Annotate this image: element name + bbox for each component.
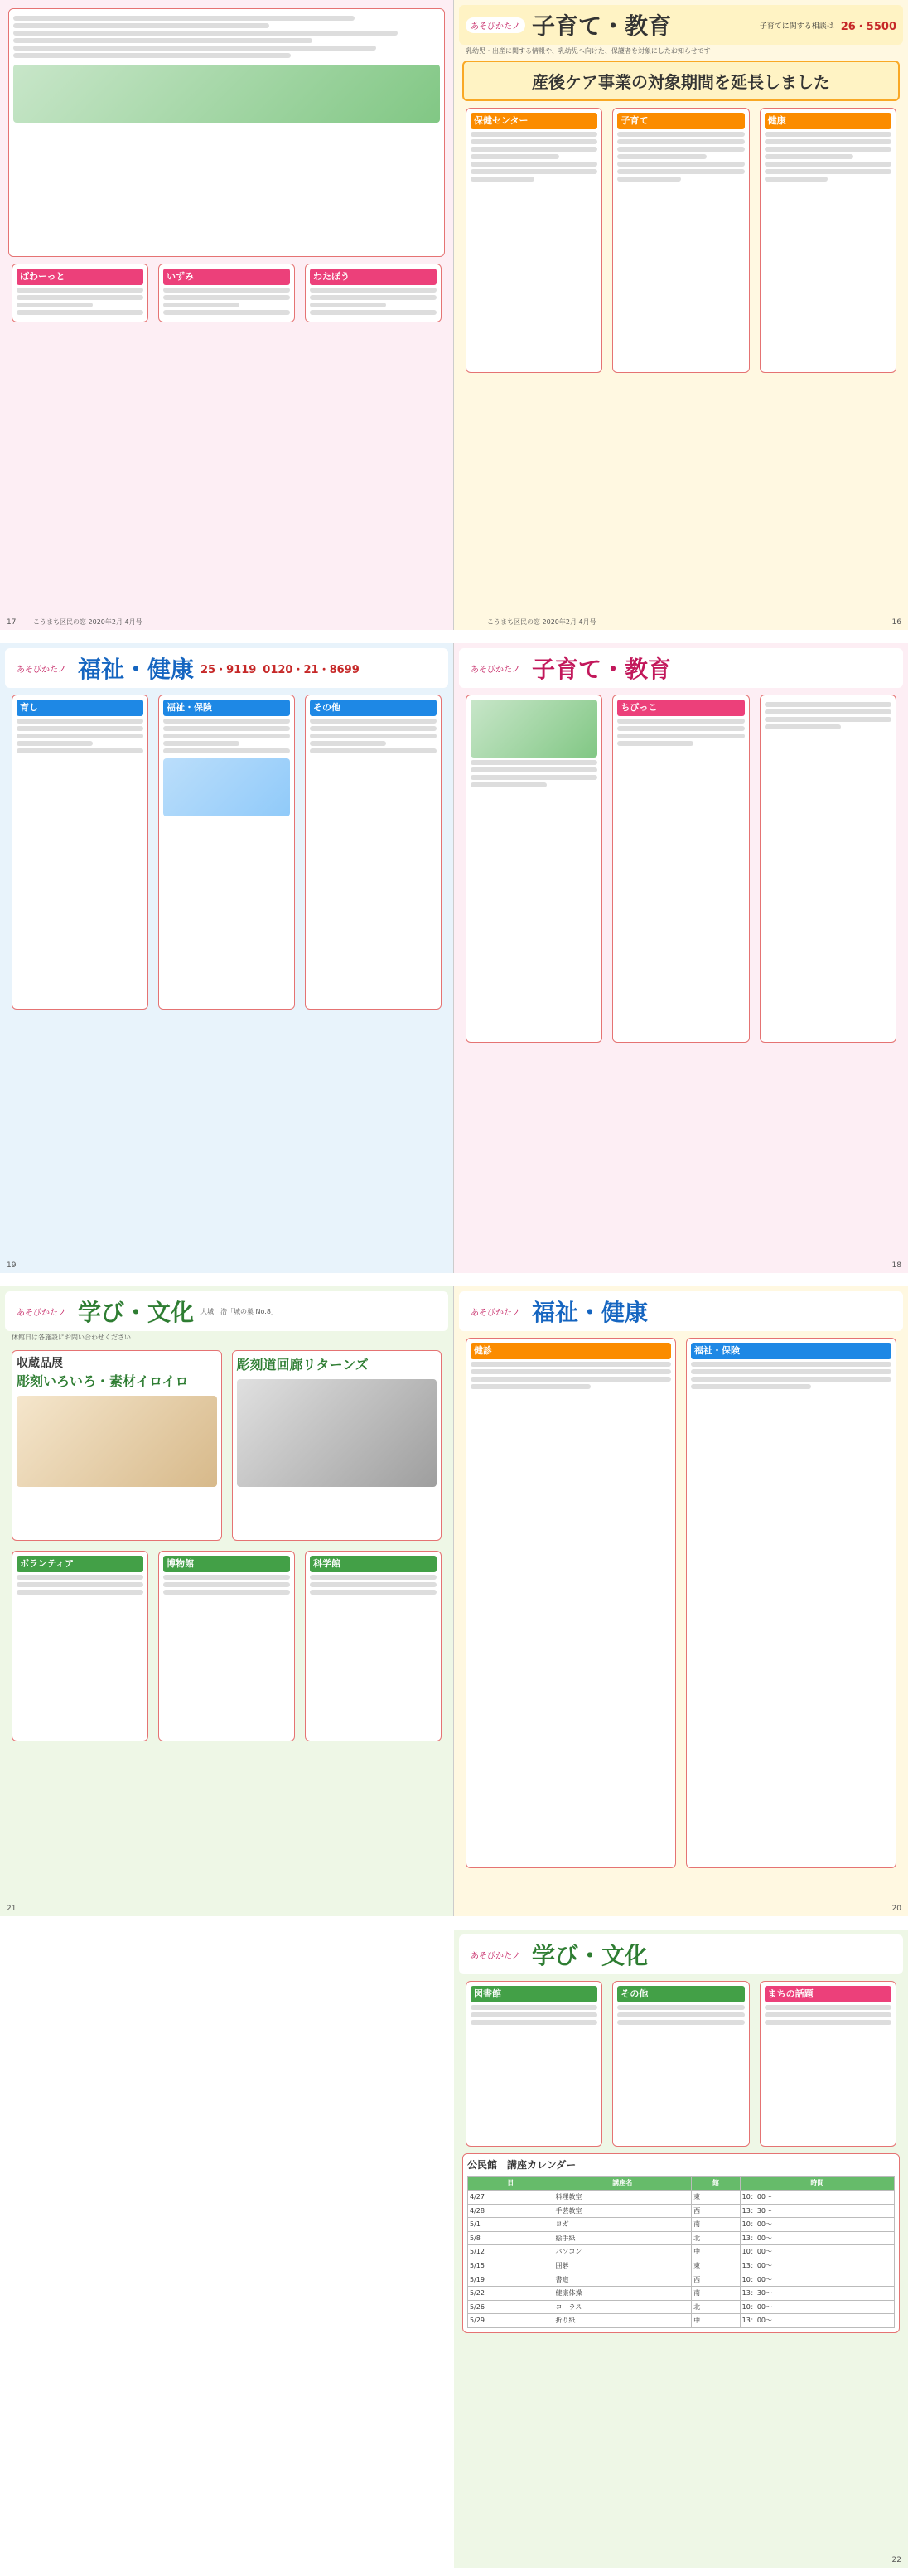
panel-science [305,1551,442,1741]
calendar-cell: 5/1 [468,2218,553,2232]
panel-museum [158,1551,295,1741]
calendar-cell: 10：00〜 [740,2190,894,2204]
panel-title: 博物館 [163,1556,290,1572]
calendar-cell: 13：00〜 [740,2314,894,2328]
header-tag: あそびかたノ [466,1947,525,1963]
contact-label: 子育てに関する相談は [759,22,834,31]
calendar-cell: 10：00〜 [740,2218,894,2232]
calendar-cell: 13：00〜 [740,2231,894,2245]
section-header [459,648,903,688]
panel-title: 子育て [617,113,744,129]
contact-phone: 26・5500 [840,20,896,33]
page-number: 18 [891,1261,901,1270]
section-header [459,1934,903,1974]
sculpture-photo [237,1379,437,1487]
page-19 [0,643,454,1273]
panel-kids-1 [466,695,602,1043]
calendar-row [468,2204,895,2218]
panel-title: 福祉・保険 [163,700,290,716]
panel-health-1 [466,1338,676,1868]
panel-title: 保健センター [471,113,597,129]
calendar-cell: 13：30〜 [740,2287,894,2301]
spread-4 [0,1930,908,2568]
header-tag: あそびかたノ [466,661,525,676]
panel-health-2 [686,1338,896,1868]
page-20 [454,1286,908,1916]
calendar-cell: 5/19 [468,2273,553,2287]
panel-title: 健康 [765,113,891,129]
calendar-header-cell: 館 [692,2177,741,2191]
header-tag: あそびかたノ [12,1304,71,1319]
header-subtitle: 休館日は各施設にお問い合わせください [12,1334,131,1341]
calendar-cell: 4/28 [468,2204,553,2218]
calendar-cell: 囲碁 [553,2259,692,2273]
header-tag: あそびかたノ [466,17,525,33]
calendar-row [468,2273,895,2287]
calendar-cell: 5/22 [468,2287,553,2301]
sculpture-photo [17,1396,217,1487]
panel-title: その他 [310,700,437,716]
calendar-cell: 健康体操 [553,2287,692,2301]
panel-other [612,1981,749,2147]
panel-health-center [466,108,602,373]
artwork-title: 大城 浩「城の巣 No.8」 [200,1307,278,1315]
calendar-table [467,2176,895,2328]
elderly-photo [163,758,290,816]
calendar-header-cell: 時間 [740,2177,894,2191]
page-number: 17 [7,618,17,627]
calendar-row [468,2218,895,2232]
calendar-cell: 書道 [553,2273,692,2287]
panel-izumi [158,264,295,322]
calendar-cell: 絵手紙 [553,2231,692,2245]
calendar-cell: 10：00〜 [740,2245,894,2259]
page-number: 21 [7,1905,17,1913]
calendar-cell: 中 [692,2245,741,2259]
panel-title: 福祉・保険 [691,1343,891,1359]
panel-title: 科学館 [310,1556,437,1572]
exhibit-subtitle: 彫刻いろいろ・素材イロイロ [17,1373,189,1390]
kids-photo [13,65,440,123]
section-header [5,1291,448,1331]
calendar-cell: 5/12 [468,2245,553,2259]
calendar-header-cell: 講座名 [553,2177,692,2191]
panel-kids-2 [612,695,749,1043]
calendar-row [468,2287,895,2301]
panel-title: 健診 [471,1343,671,1359]
calendar-header-cell: 日 [468,2177,553,2191]
panel-title: わたぼう [310,269,437,285]
calendar-cell: ヨガ [553,2218,692,2232]
calendar-cell: 東 [692,2190,741,2204]
calendar-row [468,2231,895,2245]
header-title: 子育て・教育 [532,656,672,683]
panel-library [466,1981,602,2147]
calendar-cell: 東 [692,2259,741,2273]
page-18 [454,643,908,1273]
calendar-cell: 北 [692,2231,741,2245]
panel-title: 図書館 [471,1986,597,2002]
calendar-cell: 南 [692,2287,741,2301]
panel-pawatto [12,264,148,322]
phone-1: 25・9119 [200,663,257,676]
calendar-row [468,2259,895,2273]
panel-title: ちびっこ [617,700,744,716]
spread-2 [0,643,908,1273]
panel-exhibit-2 [232,1350,442,1541]
footer-left: こうまち区民の窓 2020年2月 4月号 [33,618,142,626]
calendar-cell: 13：30〜 [740,2204,894,2218]
course-calendar [462,2153,900,2333]
event-photo [471,700,597,758]
calendar-cell: 5/29 [468,2314,553,2328]
calendar-header-row [468,2177,895,2191]
calendar-cell: 南 [692,2218,741,2232]
calendar-cell: 北 [692,2300,741,2314]
page-21 [0,1286,454,1916]
exhibit-title: 収蔵品展 [17,1357,63,1370]
page-number: 22 [891,2556,901,2564]
panel-welfare-2 [158,695,295,1010]
page-16 [454,0,908,630]
header-title: 福祉・健康 [78,656,195,683]
calendar-cell: 4/27 [468,2190,553,2204]
header-tag: あそびかたノ [12,661,71,676]
calendar-cell: 西 [692,2273,741,2287]
header-title: 学び・文化 [78,1299,195,1326]
header-title: 学び・文化 [532,1942,649,1969]
calendar-cell: 手芸教室 [553,2204,692,2218]
calendar-row [468,2300,895,2314]
calendar-cell: 料理教室 [553,2190,692,2204]
calendar-cell: 10：00〜 [740,2300,894,2314]
panel-title: ボランティア [17,1556,143,1572]
calendar-cell: 5/15 [468,2259,553,2273]
section-header [459,5,903,45]
calendar-cell: 13：00〜 [740,2259,894,2273]
calendar-cell: 折り紙 [553,2314,692,2328]
calendar-row [468,2190,895,2204]
panel-title: いずみ [163,269,290,285]
calendar-cell: パソコン [553,2245,692,2259]
panel-volunteer [12,1551,148,1741]
panel-exhibit-1 [12,1350,222,1541]
event-panel [8,8,445,257]
calendar-cell: 5/26 [468,2300,553,2314]
panel-health [760,108,896,373]
section-header [459,1291,903,1331]
calendar-title: 公民館 講座カレンダー [467,2159,577,2171]
panel-title: まちの話題 [765,1986,891,2002]
calendar-cell: 西 [692,2204,741,2218]
spread-1 [0,0,908,630]
calendar-cell: 5/8 [468,2231,553,2245]
page-number: 16 [891,618,901,627]
calendar-cell: 中 [692,2314,741,2328]
panel-kids-3 [760,695,896,1043]
footer-right: こうまち区民の窓 2020年2月 4月号 [487,618,596,626]
free-phone: 0120・21・8699 [263,663,360,676]
panel-welfare-1 [12,695,148,1010]
header-tag: あそびかたノ [466,1304,525,1319]
calendar-cell: 10：00〜 [740,2273,894,2287]
exhibit-title: 彫刻道回廊リターンズ [236,1357,369,1373]
header-title: 福祉・健康 [532,1299,649,1326]
page-22 [454,1930,908,2568]
panel-topics [760,1981,896,2147]
headline-banner: 産後ケア事業の対象期間を延長しました [462,61,900,101]
panel-title: その他 [617,1986,744,2002]
header-title: 子育て・教育 [532,12,672,40]
panel-watabou [305,264,442,322]
header-subtitle: 乳幼児・出産に関する情報や、乳幼児へ向けた、保護者を対象にしたお知らせです [466,47,711,55]
calendar-row [468,2314,895,2328]
panel-childcare [612,108,749,373]
calendar-cell: コーラス [553,2300,692,2314]
calendar-row [468,2245,895,2259]
section-header [5,648,448,688]
panel-welfare-3 [305,695,442,1010]
spread-3 [0,1286,908,1916]
panel-title: ぱわーっと [17,269,143,285]
page-number: 20 [891,1905,901,1913]
page-number: 19 [7,1261,17,1270]
page-17 [0,0,454,630]
panel-title: 育し [17,700,143,716]
